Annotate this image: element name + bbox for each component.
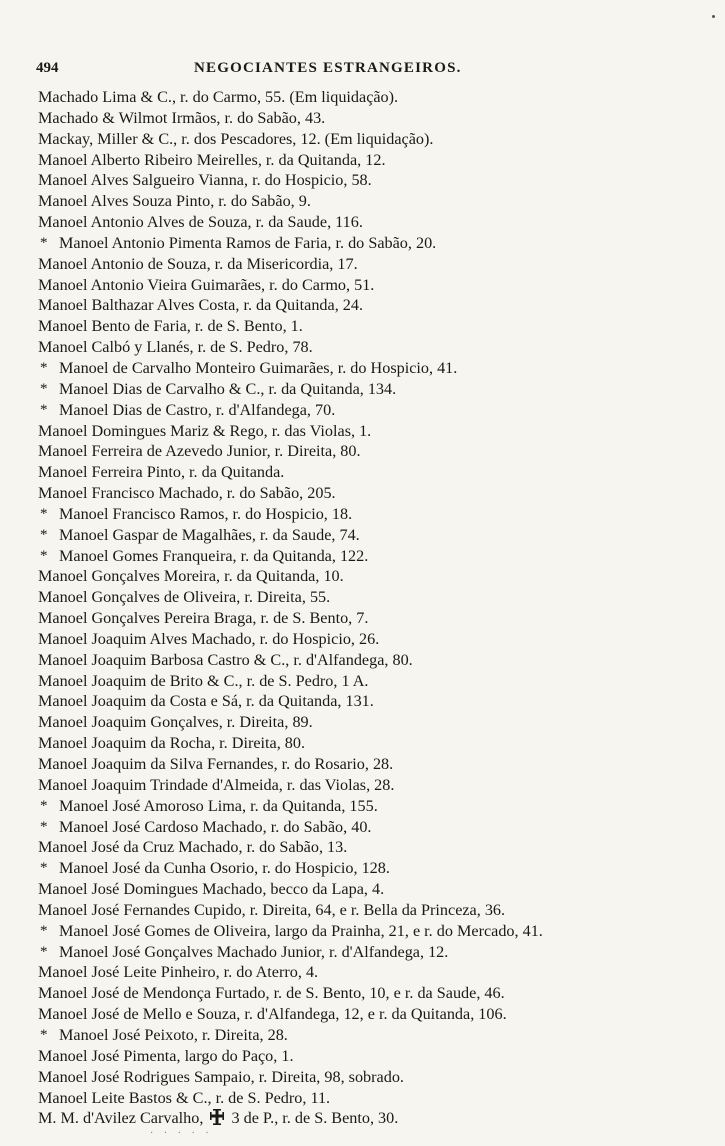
list-entry (0, 733, 725, 754)
page-header (36, 60, 556, 84)
list-entry (0, 921, 725, 942)
list-entry (0, 608, 725, 629)
entry-text: Manoel Leite Bastos & C., r. de S. Pedro, 11. (38, 1088, 331, 1107)
list-entry (0, 650, 725, 671)
asterisk-marker: * (40, 526, 48, 543)
entry-text-after: 3 de P., r. de S. Bento, 30. (227, 1109, 399, 1128)
merchant-list (0, 87, 725, 1129)
entry-text: Manoel Joaquim de Brito & C., r. de S. Pedro, 1 A. (38, 671, 369, 690)
running-title: NEGOCIANTES ESTRANGEIROS. (194, 60, 462, 76)
list-entry (0, 212, 725, 233)
list-entry (0, 754, 725, 775)
list-entry (0, 942, 725, 963)
entry-text: Manoel Calbó y Llanés, r. de S. Pedro, 78. (38, 338, 313, 357)
asterisk-marker: * (40, 401, 48, 418)
entry-text: Manoel Gonçalves Pereira Braga, r. de S. Bento, 7. (38, 609, 369, 628)
entry-text: Manoel Joaquim Gonçalves, r. Direita, 89. (38, 713, 313, 732)
entry-text: Manoel Francisco Ramos, r. do Hospicio, 18. (59, 504, 353, 523)
list-entry (0, 837, 725, 858)
list-entry (0, 962, 725, 983)
list-entry (0, 191, 725, 212)
list-entry (0, 483, 725, 504)
entry-text: Manoel Joaquim Trindade d'Almeida, r. das Violas, 28. (38, 775, 395, 794)
entry-text: Manoel José Leite Pinheiro, r. do Aterro, 4. (38, 963, 319, 982)
entry-text: Manoel Dias de Castro, r. d'Alfandega, 70. (59, 400, 336, 419)
entry-text: Manoel Alves Salgueiro Vianna, r. do Hospicio, 58. (38, 171, 372, 190)
list-entry-last (0, 1108, 725, 1129)
list-entry (0, 566, 725, 587)
entry-text: Manoel Alves Souza Pinto, r. do Sabão, 9. (38, 192, 311, 211)
asterisk-marker: * (40, 922, 48, 939)
asterisk-marker: * (40, 380, 48, 397)
list-entry (0, 546, 725, 567)
entry-text: Manoel José Amoroso Lima, r. da Quitanda, 155. (59, 796, 378, 815)
entry-text: Manoel Antonio de Souza, r. da Misericordia, 17. (38, 254, 358, 273)
asterisk-marker: * (40, 359, 48, 376)
list-entry (0, 462, 725, 483)
entry-text: Manoel José Cardoso Machado, r. do Sabão, 40. (59, 817, 372, 836)
list-entry (0, 400, 725, 421)
entry-text: Manoel Domingues Mariz & Rego, r. das Violas, 1. (38, 421, 372, 440)
list-entry (0, 691, 725, 712)
entry-text: Manoel Ferreira de Azevedo Junior, r. Direita, 80. (38, 442, 361, 461)
list-entry (0, 295, 725, 316)
list-entry (0, 1067, 725, 1088)
entry-text: Manoel Antonio Pimenta Ramos de Faria, r. do Sabão, 20. (59, 233, 437, 252)
list-entry (0, 796, 725, 817)
entry-text: Manoel Joaquim da Silva Fernandes, r. do Rosario, 28. (38, 755, 394, 773)
list-entry (0, 858, 725, 879)
list-entry (0, 129, 725, 150)
entry-text: Manoel José Fernandes Cupido, r. Direita, 64, e r. Bella da Princeza, 36. (38, 900, 506, 919)
entry-text: Manoel José Gomes de Oliveira, largo da Prainha, 21, e r. do Mercado, 41. (59, 921, 543, 940)
entry-text: Manoel Joaquim da Rocha, r. Direita, 80. (38, 734, 306, 753)
entry-text: Manoel Francisco Machado, r. do Sabão, 205. (38, 484, 336, 503)
entry-text: Manoel José da Cunha Osorio, r. do Hospicio, 128. (59, 859, 390, 878)
entry-text: Manoel Antonio Alves de Souza, r. da Saude, 116. (38, 213, 363, 232)
order-cross-icon (209, 1108, 225, 1126)
list-entry (0, 170, 725, 191)
entry-text: Manoel Joaquim Barbosa Castro & C., r. d'Alfandega, 80. (38, 650, 413, 669)
entry-text: Manoel Gonçalves de Oliveira, r. Direita, 55. (38, 588, 331, 607)
entry-text: Manoel Ferreira Pinto, r. da Quitanda. (38, 463, 285, 482)
asterisk-marker: * (40, 234, 48, 251)
list-entry (0, 525, 725, 546)
entry-text: Manoel Joaquim da Costa e Sá, r. da Quitanda, 131. (38, 692, 374, 711)
entry-text: Mackay, Miller & C., r. dos Pescadores, 12. (Em liquidação). (38, 129, 434, 148)
list-entry (0, 671, 725, 692)
entry-text: Manoel José Domingues Machado, becco da Lapa, 4. (38, 880, 385, 899)
entry-text: Manoel José Rodrigues Sampaio, r. Direita, 98, sobrado. (38, 1067, 404, 1086)
entry-text: Manoel José Gonçalves Machado Junior, r. d'Alfandega, 12. (59, 942, 449, 961)
entry-text (38, 1108, 398, 1129)
entry-text: Manoel José da Cruz Machado, r. do Sabão, 13. (38, 838, 348, 857)
list-entry (0, 1046, 725, 1067)
list-entry (0, 87, 725, 108)
entry-text: Manoel José Peixoto, r. Direita, 28. (59, 1025, 288, 1044)
entry-text: Manoel Antonio Vieira Guimarães, r. do Carmo, 51. (38, 275, 375, 294)
entry-text: Manoel José de Mello e Souza, r. d'Alfandega, 12, e r. da Quitanda, 106. (38, 1005, 507, 1024)
asterisk-marker: * (40, 860, 48, 877)
list-entry (0, 316, 725, 337)
list-entry (0, 379, 725, 400)
entry-text: Manoel Balthazar Alves Costa, r. da Quitanda, 24. (38, 296, 364, 315)
list-entry (0, 1025, 725, 1046)
list-entry (0, 712, 725, 733)
list-entry (0, 337, 725, 358)
asterisk-marker: * (40, 797, 48, 814)
entry-text: Manoel Alberto Ribeiro Meirelles, r. da Quitanda, 12. (38, 150, 386, 169)
entry-text: Machado & Wilmot Irmãos, r. do Sabão, 43. (38, 108, 326, 127)
list-entry (0, 1004, 725, 1025)
list-entry (0, 983, 725, 1004)
asterisk-marker: * (40, 943, 48, 960)
list-entry (0, 879, 725, 900)
list-entry (0, 358, 725, 379)
entry-text: Manoel José de Mendonça Furtado, r. de S. Bento, 10, e r. da Saude, 46. (38, 984, 505, 1003)
ink-speck (712, 15, 715, 18)
entry-text: Machado Lima & C., r. do Carmo, 55. (Em liquidação). (38, 88, 399, 106)
asterisk-marker: * (40, 505, 48, 522)
entry-text: Manoel Gaspar de Magalhães, r. da Saude, 74. (59, 525, 360, 544)
list-entry (0, 233, 725, 254)
entry-text: Manoel Gomes Franqueira, r. da Quitanda, 122. (59, 546, 369, 565)
asterisk-marker: * (40, 1026, 48, 1043)
entry-text: Manoel de Carvalho Monteiro Guimarães, r. do Hospicio, 41. (59, 358, 458, 377)
page-number: 494 (36, 60, 59, 76)
list-entry (0, 421, 725, 442)
entry-text: Manoel Gonçalves Moreira, r. da Quitanda, 10. (38, 567, 344, 586)
entry-text-before: M. M. d'Avilez Carvalho, (38, 1109, 208, 1128)
list-entry (0, 1088, 725, 1109)
list-entry (0, 441, 725, 462)
list-entry (0, 254, 725, 275)
asterisk-marker: * (40, 818, 48, 835)
list-entry (0, 504, 725, 525)
list-entry (0, 150, 725, 171)
footer-dots: · · · · · (150, 1128, 213, 1139)
list-entry (0, 900, 725, 921)
list-entry (0, 108, 725, 129)
entry-text: Manoel Bento de Faria, r. de S. Bento, 1. (38, 317, 303, 336)
entry-text: Manoel Dias de Carvalho & C., r. da Quitanda, 134. (59, 379, 397, 398)
list-entry (0, 275, 725, 296)
list-entry (0, 587, 725, 608)
list-entry (0, 629, 725, 650)
list-entry (0, 775, 725, 796)
list-entry (0, 817, 725, 838)
asterisk-marker: * (40, 547, 48, 564)
entry-text: Manoel Joaquim Alves Machado, r. do Hospicio, 26. (38, 629, 380, 648)
entry-text: Manoel José Pimenta, largo do Paço, 1. (38, 1046, 294, 1065)
